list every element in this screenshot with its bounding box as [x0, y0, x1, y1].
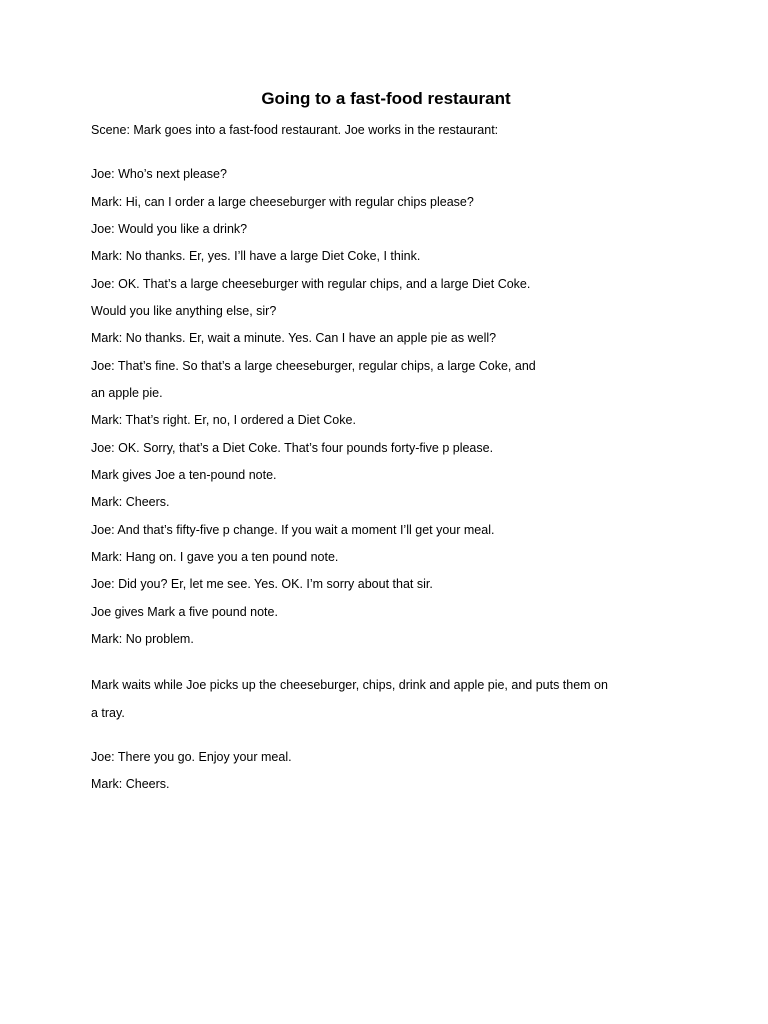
page-title: Going to a fast-food restaurant — [261, 89, 511, 108]
stage-direction: a tray. — [91, 706, 125, 720]
dialogue-line: Mark: Cheers. — [91, 777, 170, 791]
dialogue-line: Joe: That’s fine. So that’s a large cheeseburger, regular chips, a large Coke, and — [91, 359, 536, 373]
dialogue-line: Would you like anything else, sir? — [91, 304, 277, 318]
dialogue-line: Joe: Who’s next please? — [91, 167, 227, 181]
stage-direction: Mark waits while Joe picks up the cheeseburger, chips, drink and apple pie, and puts them on — [91, 678, 608, 692]
dialogue-line: Joe: Did you? Er, let me see. Yes. OK. I’m sorry about that sir. — [91, 577, 433, 591]
dialogue-line: Mark: No problem. — [91, 632, 194, 646]
dialogue-line: Joe: And that’s fifty-five p change. If you wait a moment I’ll get your meal. — [91, 523, 495, 537]
dialogue-line: Mark: Cheers. — [91, 495, 170, 509]
stage-direction: Mark gives Joe a ten-pound note. — [91, 468, 277, 482]
dialogue-line: Mark: That’s right. Er, no, I ordered a Diet Coke. — [91, 413, 356, 427]
dialogue-line: Joe: OK. Sorry, that’s a Diet Coke. That’s four pounds forty-five p please. — [91, 441, 494, 455]
dialogue-line: Joe: There you go. Enjoy your meal. — [91, 750, 292, 764]
dialogue-line: Joe: Would you like a drink? — [91, 222, 248, 236]
dialogue-line: Mark: Hang on. I gave you a ten pound note. — [91, 550, 339, 564]
stage-direction: Joe gives Mark a five pound note. — [91, 605, 278, 619]
dialogue-line: Mark: No thanks. Er, wait a minute. Yes. Can I have an apple pie as well? — [91, 331, 497, 345]
dialogue-line: an apple pie. — [91, 386, 163, 400]
dialogue-line: Joe: OK. That’s a large cheeseburger with regular chips, and a large Diet Coke. — [91, 277, 531, 291]
dialogue-line: Mark: Hi, can I order a large cheeseburger with regular chips please? — [91, 195, 474, 209]
scene-description: Scene: Mark goes into a fast-food restaurant. Joe works in the restaurant: — [91, 123, 499, 137]
dialogue-line: Mark: No thanks. Er, yes. I’ll have a large Diet Coke, I think. — [91, 249, 421, 263]
